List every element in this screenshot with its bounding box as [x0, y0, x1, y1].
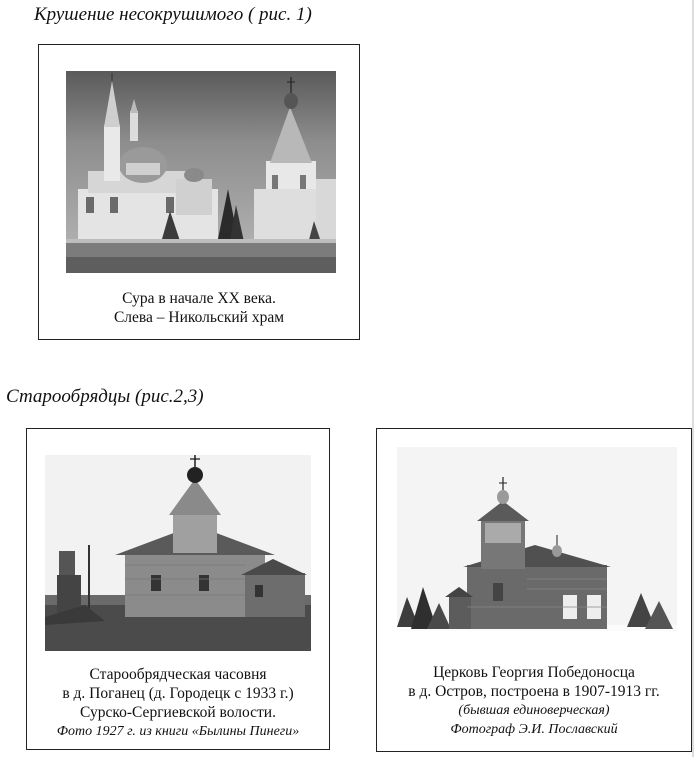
figure-2-caption-line2: в д. Поганец (д. Городецк с 1933 г.) [62, 685, 294, 702]
figure-3-frame [376, 428, 692, 752]
figure-1-caption-line2: Слева – Никольский храм [113, 309, 285, 326]
section-title-collapse: Крушение несокрушимого ( рис. 1) [34, 4, 312, 25]
church-photo-ostrov [397, 447, 677, 653]
figure-2-photo [45, 455, 311, 651]
figure-1-photo [66, 71, 336, 273]
figure-3-photo-credit: Фотограф Э.И. Пославский [450, 722, 618, 737]
figure-2-frame [26, 428, 330, 750]
figure-3-photo [397, 447, 677, 653]
figure-3-caption-line2: в д. Остров, построена в 1907-1913 гг. [408, 683, 660, 700]
figure-2-caption-line3: Сурско-Сергиевской волости. [80, 704, 276, 721]
chapel-photo-poganets [45, 455, 311, 651]
figure-2-caption-line1: Старообрядческая часовня [89, 666, 267, 683]
figure-2-photo-credit: Фото 1927 г. из книги «Былины Пинеги» [56, 724, 300, 739]
figure-3-caption-line3: (бывшая единоверческая) [458, 703, 610, 718]
figure-3-caption-line1: Церковь Георгия Победоносца [433, 664, 635, 681]
figure-1-caption-line1: Сура в начале XX века. [122, 290, 276, 307]
section-title-old-believers: Старообрядцы (рис.2,3) [6, 386, 204, 407]
church-photo-sura [66, 71, 336, 273]
figure-1-frame [38, 44, 360, 340]
